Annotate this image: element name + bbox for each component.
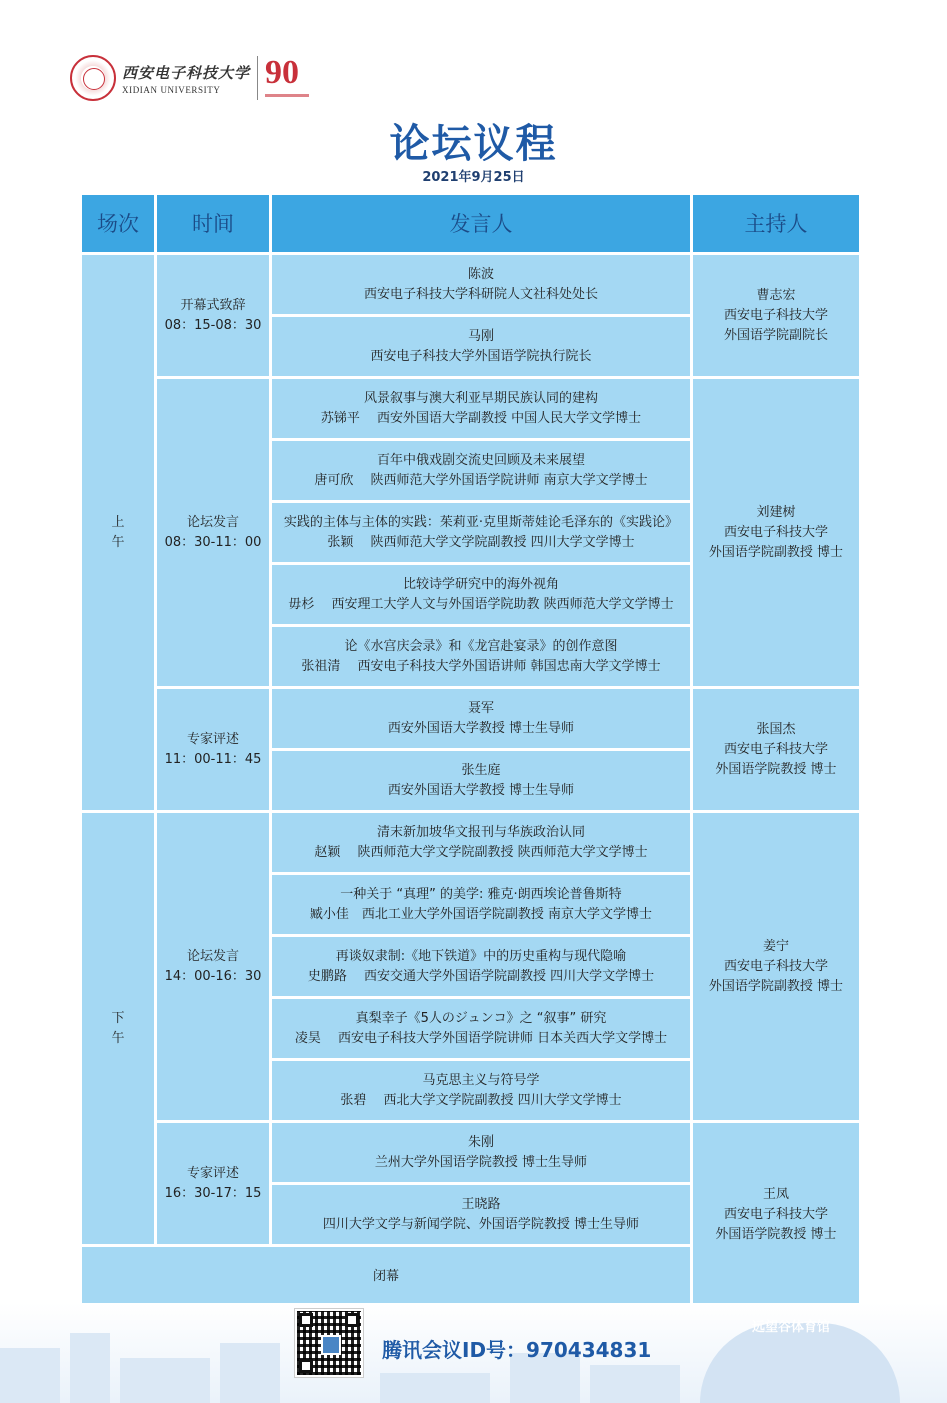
column-header-session: 场次 [82,195,154,252]
host-org: 外国语学院副院长 [723,327,828,343]
speaker-line2: 兰州大学外国语学院教授 博士生导师 [374,1154,588,1170]
table-row [82,255,859,314]
host-org: 外国语学院教授 博士 [715,1226,837,1242]
column-header-host: 主持人 [693,195,859,252]
segment-time: 11：00-11：45 [164,751,262,767]
host-name: 刘建树 [756,504,796,520]
host-org: 西安电子科技大学 [723,307,828,323]
speaker-line1: 陈波 [467,266,494,282]
stadium-label: 远望谷体育馆 [752,1320,831,1335]
time-morning-forum [157,379,269,686]
speaker-cell [272,689,690,748]
speaker-line2: 臧小佳 西北工业大学外国语学院副教授 南京大学文学博士 [309,906,653,922]
speaker-line1: 清末新加坡华文报刊与华族政治认同 [376,824,585,840]
host-org: 外国语学院副教授 博士 [708,544,844,560]
meeting-id: 腾讯会议ID号：970434831 [382,1338,652,1362]
speaker-line2: 张祖清 西安电子科技大学外国语讲师 韩国忠南大学文学博士 [301,658,661,674]
table-row [82,689,859,748]
speaker-line2: 唐可欣 陕西师范大学外国语学院讲师 南京大学文学博士 [314,472,648,488]
table-row [82,813,859,872]
speaker-cell [272,317,690,376]
host-name: 曹志宏 [756,287,796,303]
speaker-cell [272,441,690,500]
host-org: 外国语学院副教授 博士 [708,978,844,994]
session-afternoon-label-1: 下 [111,1010,125,1026]
speaker-line2: 凌昊 西安电子科技大学外国语学院讲师 日本关西大学文学博士 [294,1030,668,1046]
speaker-line2: 西安电子科技大学外国语学院执行院长 [370,348,592,364]
speaker-line1: 马刚 [467,328,494,344]
host-morning-forum [693,379,859,686]
segment-name: 论坛发言 [186,948,239,964]
speaker-line1: 百年中俄戏剧交流史回顾及未来展望 [376,452,585,468]
segment-name: 开幕式致辞 [180,297,246,313]
logo-divider [257,56,258,100]
speaker-line1: 张生庭 [461,762,501,778]
page-date: 2021年9月25日 [422,170,525,185]
university-name-en: XIDIAN UNIVERSITY [122,84,221,95]
speaker-line2: 张颖 陕西师范大学文学院副教授 四川大学文学博士 [327,534,635,550]
speaker-line1: 风景叙事与澳大利亚早期民族认同的建构 [363,390,598,406]
speaker-cell [272,503,690,562]
qr-code-icon [295,1309,363,1377]
speaker-cell [272,751,690,810]
speaker-line1: 论《水宫庆会录》和《龙宫赴宴录》的创作意图 [344,638,618,654]
session-morning-label-1: 上 [111,514,125,530]
speaker-cell [272,255,690,314]
speaker-line2: 西安外国语大学教授 博士生导师 [387,782,575,798]
segment-name: 专家评述 [186,731,239,747]
host-name: 姜宁 [762,938,789,954]
speaker-cell [272,999,690,1058]
university-name-block [122,62,250,95]
segment-name: 专家评述 [186,1165,239,1181]
anniversary-number: 90 [265,54,300,91]
host-opening [693,255,859,376]
speaker-cell [272,875,690,934]
session-afternoon-label-2: 午 [111,1030,125,1046]
speaker-line1: 比较诗学研究中的海外视角 [402,576,559,592]
segment-time: 16：30-17：15 [164,1185,262,1201]
host-morning-review [693,689,859,810]
speaker-cell [272,937,690,996]
speaker-line2: 赵颖 陕西师范大学文学院副教授 陕西师范大学文学博士 [314,844,648,860]
speaker-line1: 聂军 [467,700,494,716]
column-header-speaker: 发言人 [272,195,690,252]
university-logo [70,52,309,104]
speaker-cell [272,1123,690,1182]
speaker-line2: 史鹏路 西安交通大学外国语学院副教授 四川大学文学博士 [307,968,655,984]
column-header-time: 时间 [157,195,269,252]
host-org: 西安电子科技大学 [723,1206,828,1222]
segment-time: 14：00-16：30 [164,968,262,984]
speaker-line2: 毋杉 西安理工大学人文与外国语学院助教 陕西师范大学文学博士 [288,596,674,612]
stadium-illustration [700,1323,900,1403]
speaker-cell [272,565,690,624]
speaker-line1: 王晓路 [461,1196,501,1212]
university-seal-icon [70,55,116,101]
speaker-line1: 真梨幸子《5人のジュンコ》之 “叙事” 研究 [355,1010,607,1026]
page-title: 论坛议程 [389,121,558,167]
speaker-line1: 实践的主体与主体的实践：茱莉亚·克里斯蒂娃论毛泽东的《实践论》 [283,514,679,530]
speaker-line1: 马克思主义与符号学 [422,1072,540,1088]
speaker-line2: 西安外国语大学教授 博士生导师 [387,720,575,736]
speaker-cell [272,379,690,438]
time-afternoon-forum [157,813,269,1120]
table-header-row [82,195,859,252]
session-morning-label-2: 午 [111,534,125,550]
host-org: 外国语学院教授 博士 [715,761,837,777]
host-afternoon-forum [693,813,859,1120]
table-row [82,379,859,438]
session-afternoon [82,813,154,1244]
time-afternoon-review [157,1123,269,1244]
closing-cell: 闭幕 [82,1247,690,1306]
segment-name: 论坛发言 [186,514,239,530]
speaker-line2: 苏锑平 西安外国语大学副教授 中国人民大学文学博士 [320,410,642,426]
speaker-line1: 朱刚 [467,1134,494,1150]
host-org: 西安电子科技大学 [723,524,828,540]
university-name-cn: 西安电子科技大学 [122,63,251,82]
anniversary-logo-icon [265,54,309,102]
agenda-table [79,192,862,1309]
session-morning [82,255,154,810]
speaker-cell [272,1061,690,1120]
speaker-cell [272,813,690,872]
speaker-line1: 再谈奴隶制:《地下铁道》中的历史重构与现代隐喻 [335,948,627,964]
time-opening [157,255,269,376]
speaker-line2: 西安电子科技大学科研院人文社科处处长 [363,286,598,302]
table-row [82,1123,859,1182]
speaker-cell [272,1185,690,1244]
host-afternoon-review [693,1123,859,1306]
speaker-cell [272,627,690,686]
speaker-line2: 四川大学文学与新闻学院、外国语学院教授 博士生导师 [322,1216,640,1232]
host-name: 王凤 [762,1186,789,1202]
speaker-line2: 张碧 西北大学文学院副教授 四川大学文学博士 [340,1092,622,1108]
time-morning-review [157,689,269,810]
host-name: 张国杰 [756,721,796,737]
host-org: 西安电子科技大学 [723,958,828,974]
segment-time: 08：15-08：30 [164,317,262,333]
segment-time: 08：30-11：00 [164,534,262,550]
speaker-line1: 一种关于 “真理” 的美学: 雅克·朗西埃论普鲁斯特 [340,886,622,902]
host-org: 西安电子科技大学 [723,741,828,757]
